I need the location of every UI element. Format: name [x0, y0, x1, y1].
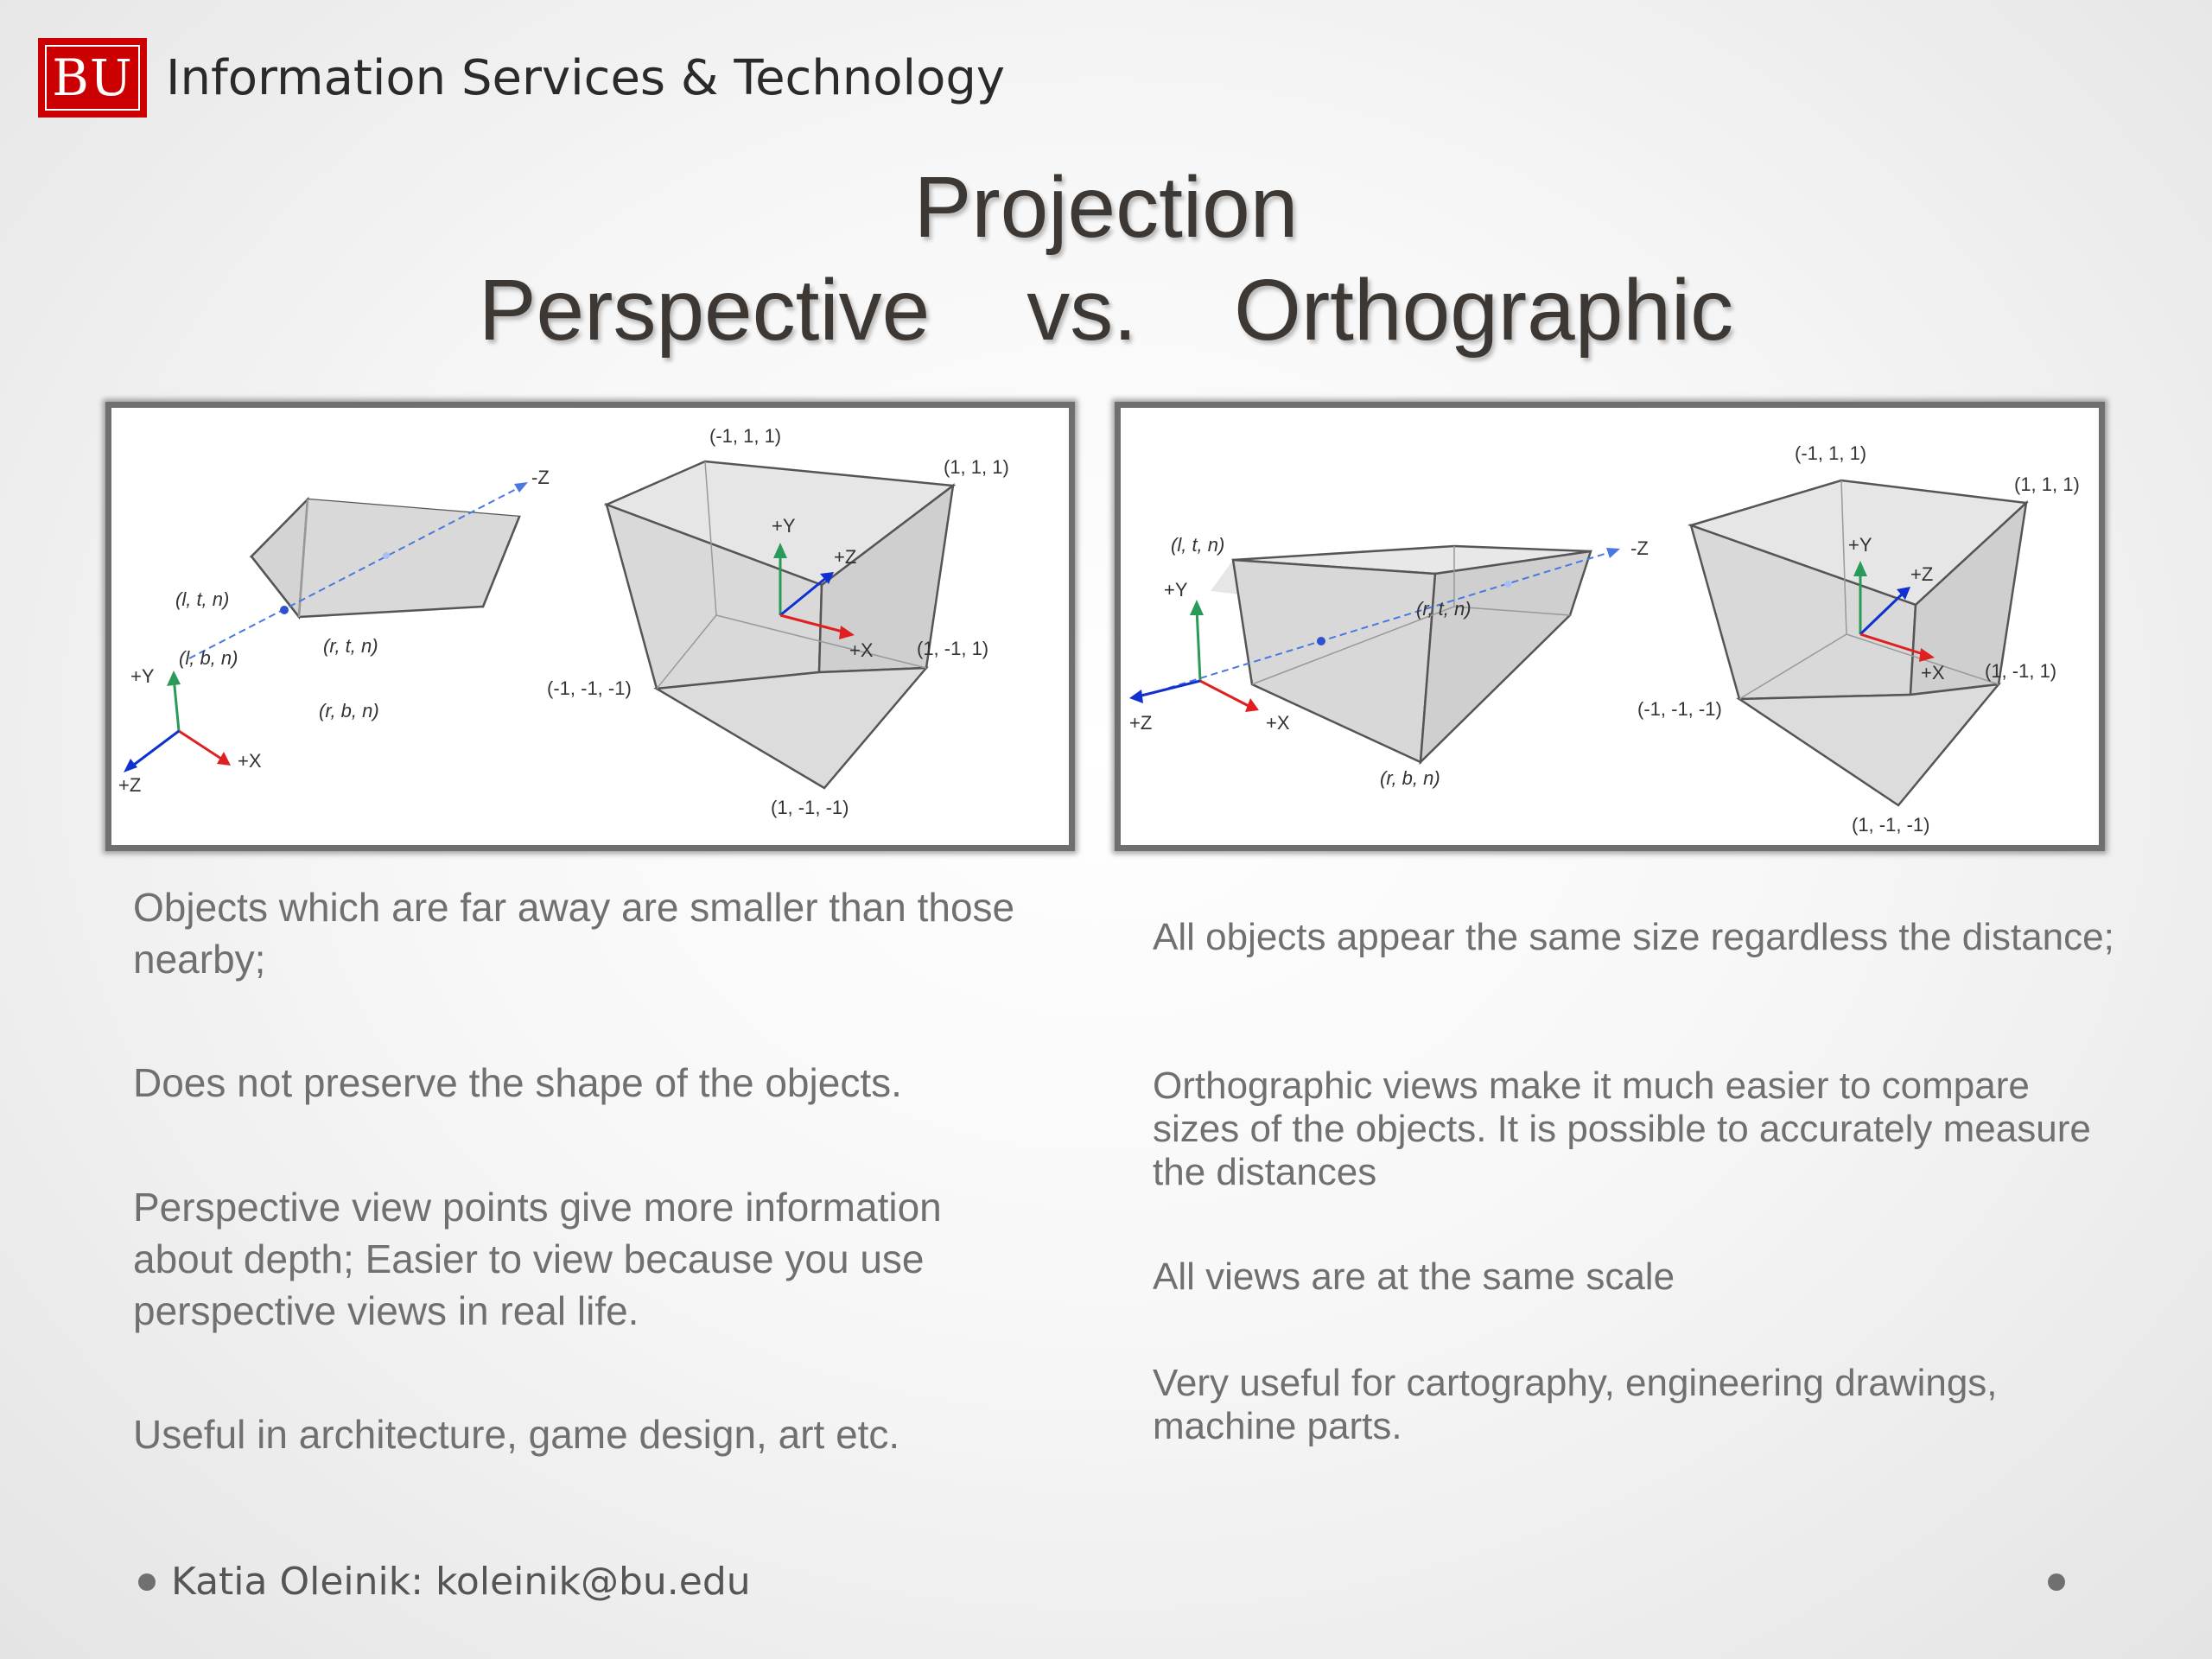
cube-label: (-1, 1, 1) — [709, 425, 782, 447]
perspective-point: Useful in architecture, game design, art etc. — [133, 1412, 900, 1457]
cube-label: (1, -1, 1) — [1985, 660, 2057, 682]
orthographic-point: All views are at the same scale — [1153, 1255, 1675, 1298]
orthographic-diagram — [1121, 408, 2099, 845]
subtitle-orthographic: Orthographic — [1234, 262, 1734, 359]
axis-label: +X — [238, 750, 262, 772]
cube-label: (-1, -1, -1) — [1637, 698, 1722, 720]
cube-label: (1, -1, -1) — [771, 797, 849, 818]
cube-label: (1, 1, 1) — [2014, 474, 2080, 495]
orthographic-point: Very useful for cartography, engineering drawings, machine parts. — [1153, 1362, 1998, 1447]
axis-label: +X — [1921, 662, 1945, 683]
orthographic-point: All objects appear the same size regardless the distance; — [1153, 916, 2114, 958]
axis-label: +Z — [1129, 712, 1153, 734]
cube-label: (1, 1, 1) — [944, 456, 1009, 478]
frustum-label: (r, t, n) — [323, 635, 378, 657]
orthographic-point: Orthographic views make it much easier to compare sizes of the objects. It is possible to accurately measure the distances — [1153, 1065, 2091, 1193]
perspective-point: Perspective view points give more information about depth; Easier to view because you use perspective views in real life. — [133, 1185, 942, 1333]
perspective-figure — [105, 402, 1075, 851]
perspective-point: Does not preserve the shape of the objects. — [133, 1060, 902, 1105]
axis-label: +Y — [1848, 534, 1872, 556]
logo-text: BU — [52, 48, 133, 107]
axis-label: +Y — [1164, 579, 1188, 601]
axis-label: +Z — [834, 546, 857, 568]
box-label: -Z — [1630, 537, 1649, 559]
frustum-label: -Z — [531, 467, 550, 488]
cube-label: (1, -1, -1) — [1852, 814, 1930, 836]
slide-subtitle — [0, 261, 2212, 360]
box-label: (r, t, n) — [1416, 598, 1471, 620]
axis-label: +X — [849, 639, 874, 661]
box-label: (l, t, n) — [1171, 534, 1225, 556]
cube-label: (-1, -1, -1) — [547, 677, 632, 699]
axis-label: +X — [1266, 712, 1290, 734]
org-name: Information Services & Technology — [166, 50, 1006, 106]
footer-bullet — [138, 1573, 156, 1591]
cube-label: (1, -1, 1) — [917, 638, 989, 659]
frustum-label: (l, t, n) — [175, 588, 230, 610]
axis-label: +Y — [772, 515, 796, 537]
perspective-diagram — [111, 408, 1069, 845]
subtitle-vs: vs. — [1027, 262, 1138, 359]
axis-label: +Z — [1910, 563, 1934, 585]
frustum-label: (l, b, n) — [179, 647, 238, 669]
cube-label: (-1, 1, 1) — [1795, 442, 1867, 464]
bu-logo — [38, 38, 147, 118]
subtitle-perspective: Perspective — [478, 262, 931, 359]
footer-author: Katia Oleinik: koleinik@bu.edu — [171, 1560, 751, 1604]
slide-number-dot — [2048, 1573, 2065, 1591]
perspective-point: Objects which are far away are smaller than those nearby; — [133, 885, 1015, 982]
axis-label: +Z — [118, 774, 142, 796]
slide-title: Projection — [913, 159, 1299, 256]
box-label: (r, b, n) — [1380, 767, 1440, 789]
orthographic-figure — [1115, 402, 2105, 851]
axis-label: +Y — [130, 665, 155, 687]
frustum-label: (r, b, n) — [319, 700, 379, 721]
